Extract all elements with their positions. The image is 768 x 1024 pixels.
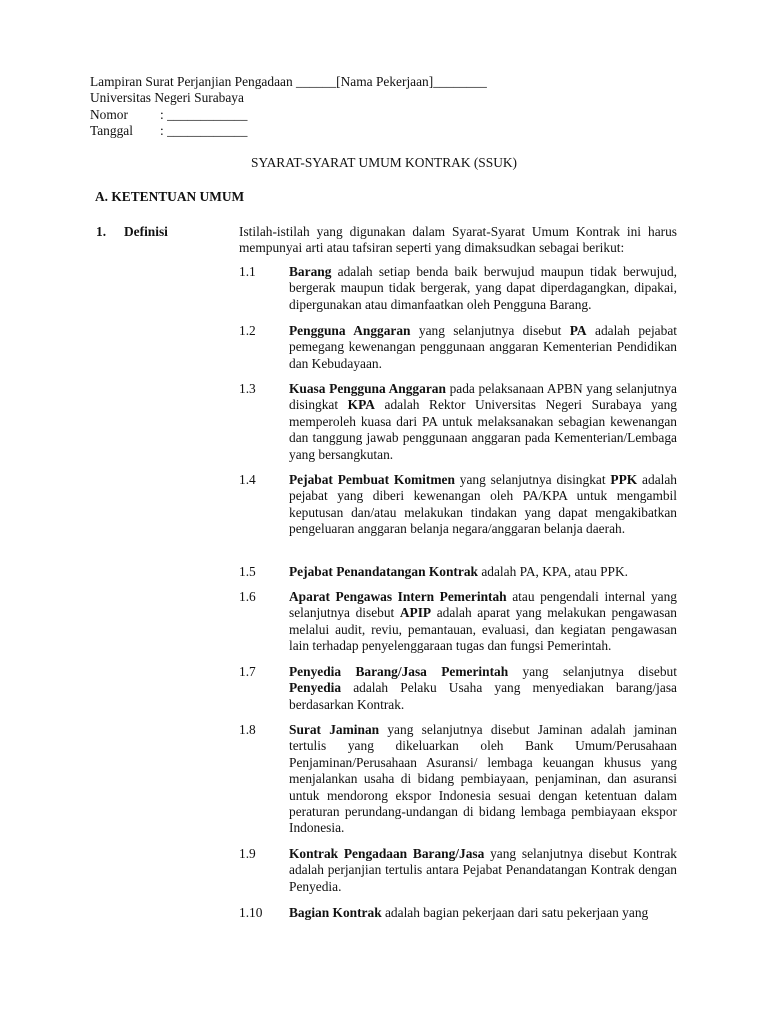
item-number: 1.4 bbox=[239, 472, 256, 487]
definition-item-1-5 bbox=[239, 564, 677, 580]
defined-term: Pejabat Pembuat Komitmen bbox=[289, 472, 455, 487]
defined-term: Penyedia Barang/Jasa Pemerintah bbox=[289, 664, 509, 679]
tanggal-label: Tanggal bbox=[90, 123, 133, 139]
item-number: 1.5 bbox=[239, 564, 256, 579]
abbreviation: PPK bbox=[610, 472, 638, 487]
defined-term: Bagian Kontrak bbox=[289, 905, 382, 920]
item-number: 1.8 bbox=[239, 722, 256, 737]
item-text: Surat Jaminan yang selanjutnya disebut Jaminan adalah jaminan tertulis yang dikeluarkan oleh Bank Umum/Perusahaan Penjaminan/Perusahaan Asuransi/ lembaga keuangan khusus yang menjalankan usaha di bidang pembiayaan, penjaminan, dan asuransi untuk mendorong ekspor Indonesia sesuai dengan ketentuan dalam peraturan perundang-undangan di bidang lembaga pembiayaan ekspor Indonesia. bbox=[289, 722, 677, 836]
header-tanggal-row bbox=[90, 123, 487, 139]
abbreviation: Penyedia bbox=[289, 680, 342, 696]
item-text: Aparat Pengawas Intern Pemerintah atau pengendali internal yang selanjutnya disebut APIP adalah aparat yang melakukan pengawasan melalui audit, reviu, pemantauan, evaluasi, dan kegiatan pengawasan lain terhadap penyelenggaraan tugas dan fungsi Pemerintah. bbox=[289, 589, 677, 654]
abbreviation: APIP bbox=[399, 605, 432, 621]
defined-term: Barang bbox=[289, 264, 332, 279]
abbreviation: PA bbox=[569, 323, 587, 338]
header-attachment-line: Lampiran Surat Perjanjian Pengadaan ______[Nama Pekerjaan]________ bbox=[90, 74, 487, 89]
header-university: Universitas Negeri Surabaya bbox=[90, 90, 244, 106]
document-title: SYARAT-SYARAT UMUM KONTRAK (SSUK) bbox=[251, 155, 517, 170]
item-text: Pejabat Pembuat Komitmen yang selanjutnya disingkat PPK adalah pejabat yang diberi kewenangan oleh PA/KPA untuk mengambil keputusan dan/atau melakukan tindakan yang dapat mengakibatkan pengeluaran anggaran belanja negara/anggaran belanja daerah. bbox=[289, 472, 677, 537]
clause-intro: Istilah-istilah yang digunakan dalam Syarat-Syarat Umum Kontrak ini harus mempunyai arti atau tafsiran seperti yang dimaksudkan sebagai berikut: bbox=[239, 224, 677, 256]
defined-term: Kontrak Pengadaan Barang/Jasa bbox=[289, 846, 485, 861]
item-text: Kontrak Pengadaan Barang/Jasa yang selanjutnya disebut Kontrak adalah perjanjian tertulis antara Pejabat Penandatangan Kontrak dengan Penyedia. bbox=[289, 846, 677, 894]
clause-number: 1. bbox=[96, 224, 107, 239]
abbreviation: KPA bbox=[347, 397, 375, 413]
clause-title: Definisi bbox=[124, 224, 168, 239]
defined-term: Aparat Pengawas Intern Pemerintah bbox=[289, 589, 507, 604]
item-number: 1.9 bbox=[239, 846, 256, 861]
definition-item-1-1 bbox=[239, 264, 677, 313]
section-heading-a: A. KETENTUAN UMUM bbox=[95, 189, 245, 204]
item-number: 1.3 bbox=[239, 381, 256, 396]
letter-header bbox=[90, 74, 487, 140]
definition-item-1-8 bbox=[239, 722, 677, 837]
item-text: Penyedia Barang/Jasa Pemerintah yang selanjutnya disebut Penyedia adalah Pelaku Usaha yang menyediakan barang/jasa berdasarkan Kontrak. bbox=[289, 664, 677, 712]
item-number: 1.2 bbox=[239, 323, 256, 338]
item-number: 1.10 bbox=[239, 905, 263, 920]
tanggal-value: : ____________ bbox=[160, 123, 248, 139]
defined-term: Pengguna Anggaran bbox=[289, 323, 411, 338]
nomor-label: Nomor bbox=[90, 106, 128, 122]
item-text: Bagian Kontrak adalah bagian pekerjaan dari satu pekerjaan yang bbox=[289, 905, 649, 920]
definition-item-1-10 bbox=[239, 905, 677, 921]
defined-term: Surat Jaminan bbox=[289, 722, 380, 737]
definition-item-1-9 bbox=[239, 846, 677, 895]
item-text: Barang adalah setiap benda baik berwujud maupun tidak berwujud, bergerak maupun tidak bergerak, yang dapat diperdagangkan, dipakai, dipergunakan atau dimanfaatkan oleh Pengguna Barang. bbox=[289, 264, 677, 312]
item-number: 1.1 bbox=[239, 264, 256, 279]
item-number: 1.7 bbox=[239, 664, 256, 679]
defined-term: Pejabat Penandatangan Kontrak bbox=[289, 564, 478, 579]
item-text: Kuasa Pengguna Anggaran pada pelaksanaan APBN yang selanjutnya disingkat KPA adalah Rektor Universitas Negeri Surabaya yang memperoleh kuasa dari PA untuk melaksanakan sebagian kewenangan dan tanggung jawab penggunaan anggaran pada Kementerian/Lembaga yang bersangkutan. bbox=[289, 381, 677, 462]
definition-item-1-4 bbox=[239, 472, 677, 538]
item-text: Pejabat Penandatangan Kontrak adalah PA, KPA, atau PPK. bbox=[289, 564, 629, 579]
definition-item-1-3 bbox=[239, 381, 677, 463]
definition-item-1-7 bbox=[239, 664, 677, 713]
definition-item-1-2 bbox=[239, 323, 677, 372]
defined-term: Kuasa Pengguna Anggaran bbox=[289, 381, 446, 396]
nomor-value: : ____________ bbox=[160, 106, 248, 122]
definition-item-1-6 bbox=[239, 589, 677, 655]
item-number: 1.6 bbox=[239, 589, 256, 604]
item-text: Pengguna Anggaran yang selanjutnya disebut PA adalah pejabat pemegang kewenangan penggunaan anggaran Kementerian Pendidikan dan Kebudayaan. bbox=[289, 323, 677, 371]
header-nomor-row bbox=[90, 107, 487, 123]
